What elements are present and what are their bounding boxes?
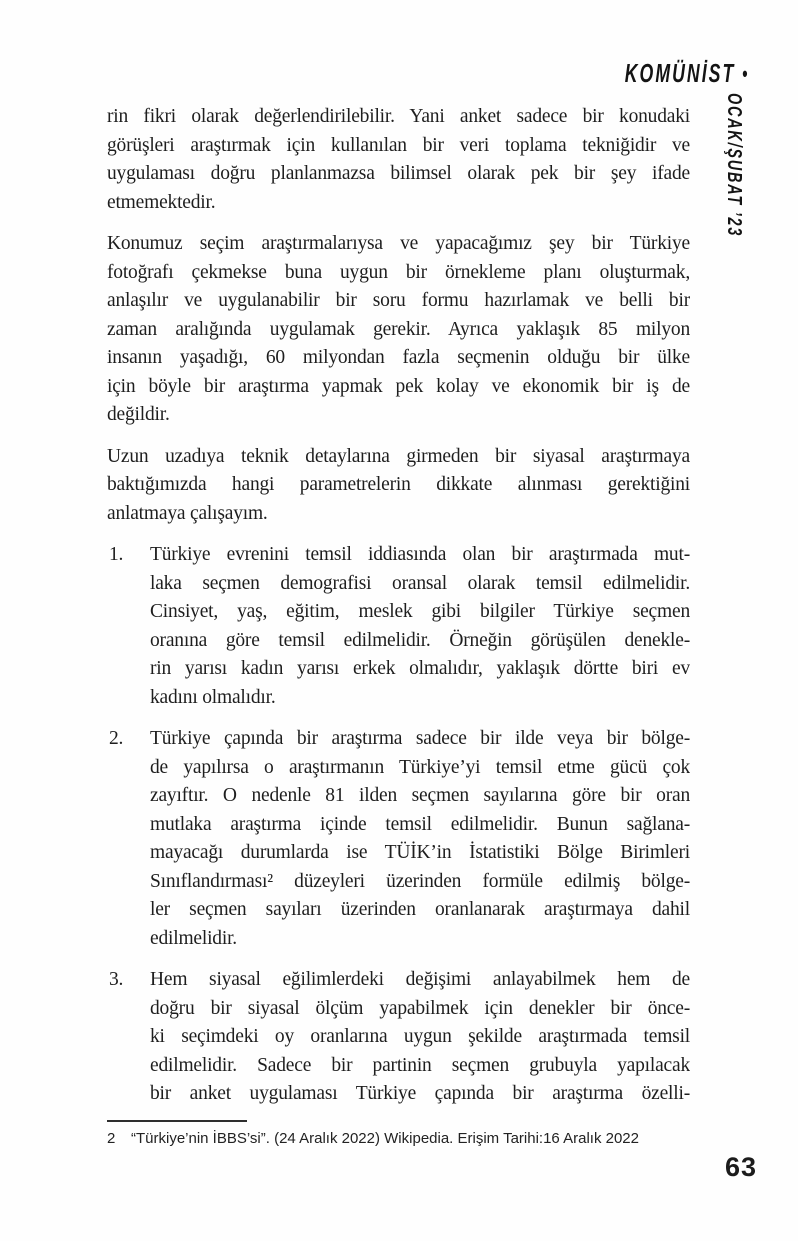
text-line: zaman aralığında uygulamak gerekir. Ayrıca yaklaşık 85 milyon — [107, 318, 690, 340]
list-item-text — [150, 966, 690, 1109]
numbered-list-item — [107, 725, 690, 953]
numbered-list-item — [107, 541, 690, 712]
list-item-number: 1. — [109, 544, 124, 565]
text-line: de yapılırsa o araştırmanın Türkiye’yi temsil etme gücü çok — [150, 756, 690, 778]
footnote — [107, 1120, 690, 1149]
text-line: Uzun uzadıya teknik detaylarına girmeden bir siyasal araştırmaya — [107, 445, 690, 467]
text-line: baktığımızda hangi parametrelerin dikkate alınması gerektiğini — [107, 474, 690, 495]
text-line: anlatmaya çalışayım. — [107, 502, 268, 524]
footnote-divider — [107, 1120, 247, 1122]
text-line: uygulaması doğru planlanmazsa bilimsel olarak pek bir şey ifade — [107, 163, 690, 184]
text-line: zayıftır. O nedenle 81 ilden seçmen sayılarına göre bir oran — [150, 785, 690, 806]
text-line: Konumuz seçim araştırmalarıysa ve yapacağımız şey bir Türkiye — [107, 233, 690, 254]
text-line: mayacağı durumlarda ise TÜİK’in İstatistiki Bölge Birimleri — [150, 842, 690, 863]
text-line: oranına göre temsil edilmelidir. Örneğin görüşülen denekle- — [150, 629, 690, 651]
text-line: etmemektedir. — [107, 191, 216, 213]
text-line: doğru bir siyasal ölçüm yapabilmek için denekler bir önce- — [150, 997, 690, 1019]
magazine-masthead — [624, 58, 747, 89]
magazine-title: KOMÜNİST — [624, 58, 735, 88]
numbered-list-item — [107, 966, 690, 1109]
text-line: mutlaka araştırma içinde temsil edilmelidir. Bunun sağlana- — [150, 813, 690, 835]
text-line: kadını olmalıdır. — [150, 686, 276, 708]
text-line: edilmelidir. — [150, 927, 237, 949]
text-line: değildir. — [107, 404, 170, 425]
text-line: Sınıflandırması² düzeyleri üzerinden formüle edilmiş bölge- — [150, 870, 690, 892]
issue-date-spine-label: OCAK/ŞUBAT ’23 — [723, 93, 745, 238]
text-line: ler seçmen sayıları üzerinden oranlanarak araştırmaya dahil — [150, 899, 690, 920]
list-item-text — [150, 725, 690, 953]
body-text-column — [107, 103, 690, 1122]
list-item-text — [150, 541, 690, 712]
text-line: rin fikri olarak değerlendirilebilir. Yani anket sadece bir konudaki — [107, 106, 690, 127]
paragraph — [107, 230, 690, 430]
text-line: Hem siyasal eğilimlerdeki değişimi anlayabilmek hem de — [150, 969, 690, 990]
masthead-bullet-icon: • — [741, 61, 747, 86]
paragraph — [107, 103, 690, 217]
text-line: Türkiye evrenini temsil iddiasında olan bir araştırmada mut- — [150, 544, 690, 565]
page-number: 63 — [724, 1152, 757, 1182]
footnote-number: 2 — [107, 1130, 116, 1147]
text-line: bir anket uygulaması Türkiye çapında bir araştırma özelli- — [150, 1083, 690, 1104]
text-line: rin yarısı kadın yarısı erkek olmalıdır, yaklaşık dörtte biri ev — [150, 658, 690, 679]
text-line: fotoğrafı çekmekse buna uygun bir örnekleme planı oluşturmak, — [107, 261, 690, 283]
list-item-number: 3. — [109, 969, 124, 990]
list-item-number: 2. — [109, 728, 124, 749]
text-line: görüşleri araştırmak için kullanılan bir veri toplama tekniğidir ve — [107, 134, 690, 156]
text-line: insanın yaşadığı, 60 milyondan fazla seçmenin olduğu bir ülke — [107, 347, 690, 368]
text-line: edilmelidir. Sadece bir partinin seçmen grubuyla yapılacak — [150, 1054, 690, 1076]
footnote-text: “Türkiye’nin İBBS’si”. (24 Aralık 2022) Wikipedia. Erişim Tarihi:16 Aralık 2022 — [131, 1130, 639, 1147]
text-line: laka seçmen demografisi oransal olarak temsil edilmelidir. — [150, 572, 690, 594]
paragraph — [107, 443, 690, 529]
text-line: Türkiye çapında bir araştırma sadece bir ilde veya bir bölge- — [150, 728, 690, 749]
text-line: ki seçimdeki oy oranlarına uygun şekilde araştırmada temsil — [150, 1026, 690, 1047]
text-line: için böyle bir araştırma yapmak pek kolay ve ekonomik bir iş de — [107, 375, 690, 397]
text-line: anlaşılır ve uygulanabilir bir soru formu hazırlamak ve belli bir — [107, 290, 690, 311]
text-line: Cinsiyet, yaş, eğitim, meslek gibi bilgiler Türkiye seçmen — [150, 601, 690, 622]
